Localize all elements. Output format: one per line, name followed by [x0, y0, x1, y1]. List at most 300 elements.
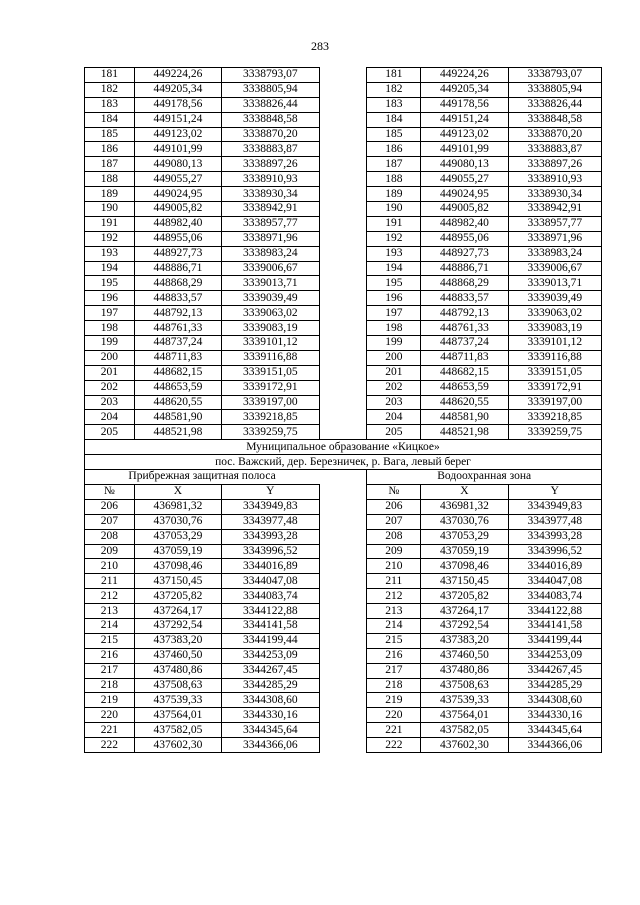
left-point-number: 183 — [85, 97, 135, 112]
right-coord-y: 3338870,20 — [508, 127, 601, 142]
left-point-number: 211 — [85, 574, 135, 589]
right-coord-x: 448521,98 — [421, 425, 508, 440]
left-coord-y: 3339172,91 — [222, 380, 320, 395]
right-coord-y: 3338942,91 — [508, 202, 601, 217]
zone-titles-row — [85, 470, 602, 485]
left-point-number: 194 — [85, 261, 135, 276]
column-gap — [319, 68, 367, 83]
left-point-number: 209 — [85, 544, 135, 559]
left-point-number: 186 — [85, 142, 135, 157]
right-coord-x: 448833,57 — [421, 291, 508, 306]
left-point-number: 218 — [85, 678, 135, 693]
column-gap — [319, 187, 367, 202]
column-gap — [319, 663, 367, 678]
right-coord-y: 3338930,34 — [508, 187, 601, 202]
right-coord-x: 437582,05 — [421, 723, 508, 738]
right-coord-x: 448653,59 — [421, 380, 508, 395]
column-gap — [319, 112, 367, 127]
right-coord-y: 3339039,49 — [508, 291, 601, 306]
table-row — [85, 395, 602, 410]
right-point-number: 220 — [367, 708, 421, 723]
left-point-number: 219 — [85, 693, 135, 708]
right-coord-x: 448868,29 — [421, 276, 508, 291]
table-row — [85, 321, 602, 336]
right-point-number: 221 — [367, 723, 421, 738]
left-coord-y: 3338848,58 — [222, 112, 320, 127]
left-coord-y: 3338942,91 — [222, 202, 320, 217]
right-coord-x: 448982,40 — [421, 216, 508, 231]
table-row — [85, 142, 602, 157]
left-point-number: 204 — [85, 410, 135, 425]
table-row — [85, 663, 602, 678]
left-coord-x: 437205,82 — [134, 589, 221, 604]
column-gap — [319, 559, 367, 574]
right-coord-x: 449055,27 — [421, 172, 508, 187]
left-coord-y: 3338971,96 — [222, 231, 320, 246]
table-row — [85, 559, 602, 574]
right-point-number: 209 — [367, 544, 421, 559]
right-point-number: 182 — [367, 82, 421, 97]
left-point-number: 200 — [85, 350, 135, 365]
left-coord-y: 3338870,20 — [222, 127, 320, 142]
left-point-number: 182 — [85, 82, 135, 97]
table-row — [85, 187, 602, 202]
left-coord-y: 3338957,77 — [222, 216, 320, 231]
left-coord-y: 3339013,71 — [222, 276, 320, 291]
column-gap — [319, 365, 367, 380]
right-point-number: 189 — [367, 187, 421, 202]
column-header-row — [85, 484, 602, 499]
right-point-number: 186 — [367, 142, 421, 157]
right-point-number: 212 — [367, 589, 421, 604]
left-coord-x: 449101,99 — [134, 142, 221, 157]
right-coord-y: 3339083,19 — [508, 321, 601, 336]
column-gap — [319, 589, 367, 604]
right-header-y: Y — [508, 484, 601, 499]
right-point-number: 183 — [367, 97, 421, 112]
left-point-number: 220 — [85, 708, 135, 723]
top-rows — [85, 68, 602, 440]
column-gap — [319, 633, 367, 648]
left-coord-x: 449080,13 — [134, 157, 221, 172]
left-point-number: 202 — [85, 380, 135, 395]
left-point-number: 217 — [85, 663, 135, 678]
right-zone-title: Водоохранная зона — [367, 470, 602, 485]
left-coord-x: 448682,15 — [134, 365, 221, 380]
column-gap — [319, 336, 367, 351]
left-coord-y: 3343949,83 — [222, 499, 320, 514]
left-point-number: 203 — [85, 395, 135, 410]
right-coord-x: 448620,55 — [421, 395, 508, 410]
column-gap — [319, 693, 367, 708]
right-coord-x: 437053,29 — [421, 529, 508, 544]
left-coord-y: 3338805,94 — [222, 82, 320, 97]
column-gap — [319, 484, 367, 499]
column-gap — [319, 738, 367, 753]
left-coord-x: 437383,20 — [134, 633, 221, 648]
right-point-number: 203 — [367, 395, 421, 410]
left-point-number: 208 — [85, 529, 135, 544]
left-point-number: 184 — [85, 112, 135, 127]
left-coord-x: 448653,59 — [134, 380, 221, 395]
section-header — [85, 440, 602, 500]
table-row — [85, 202, 602, 217]
table-row — [85, 276, 602, 291]
right-point-number: 210 — [367, 559, 421, 574]
left-coord-y: 3339083,19 — [222, 321, 320, 336]
left-coord-y: 3338897,26 — [222, 157, 320, 172]
right-point-number: 216 — [367, 648, 421, 663]
table-row — [85, 425, 602, 440]
right-point-number: 197 — [367, 306, 421, 321]
right-point-number: 213 — [367, 604, 421, 619]
right-coord-y: 3344016,89 — [508, 559, 601, 574]
right-coord-x: 448886,71 — [421, 261, 508, 276]
municipality-title: Муниципальное образование «Кицкое» — [85, 440, 602, 455]
left-coord-y: 3338793,07 — [222, 68, 320, 83]
right-point-number: 188 — [367, 172, 421, 187]
table-row — [85, 410, 602, 425]
left-point-number: 198 — [85, 321, 135, 336]
column-gap — [319, 648, 367, 663]
right-point-number: 208 — [367, 529, 421, 544]
right-coord-y: 3344308,60 — [508, 693, 601, 708]
table-row — [85, 127, 602, 142]
left-point-number: 206 — [85, 499, 135, 514]
right-point-number: 201 — [367, 365, 421, 380]
left-point-number: 190 — [85, 202, 135, 217]
left-coord-y: 3344047,08 — [222, 574, 320, 589]
right-coord-x: 449080,13 — [421, 157, 508, 172]
right-point-number: 222 — [367, 738, 421, 753]
page-number: 283 — [311, 39, 329, 53]
table-row — [85, 216, 602, 231]
left-coord-x: 448761,33 — [134, 321, 221, 336]
table-row — [85, 499, 602, 514]
left-coord-x: 437508,63 — [134, 678, 221, 693]
bottom-rows — [85, 499, 602, 752]
left-coord-y: 3339063,02 — [222, 306, 320, 321]
left-coord-y: 3343993,28 — [222, 529, 320, 544]
left-point-number: 196 — [85, 291, 135, 306]
right-point-number: 191 — [367, 216, 421, 231]
right-point-number: 211 — [367, 574, 421, 589]
right-coord-y: 3343996,52 — [508, 544, 601, 559]
left-coord-y: 3339218,85 — [222, 410, 320, 425]
right-point-number: 185 — [367, 127, 421, 142]
right-coord-y: 3339259,75 — [508, 425, 601, 440]
right-point-number: 195 — [367, 276, 421, 291]
right-point-number: 207 — [367, 514, 421, 529]
left-coord-x: 437602,30 — [134, 738, 221, 753]
left-coord-x: 437150,45 — [134, 574, 221, 589]
left-coord-y: 3339039,49 — [222, 291, 320, 306]
left-header-number: № — [85, 484, 135, 499]
column-gap — [319, 544, 367, 559]
left-coord-y: 3338883,87 — [222, 142, 320, 157]
left-coord-x: 449205,34 — [134, 82, 221, 97]
table-row — [85, 82, 602, 97]
left-coord-x: 448737,24 — [134, 336, 221, 351]
left-point-number: 222 — [85, 738, 135, 753]
table-row — [85, 336, 602, 351]
table-row — [85, 306, 602, 321]
left-coord-x: 448581,90 — [134, 410, 221, 425]
right-point-number: 199 — [367, 336, 421, 351]
left-coord-x: 437582,05 — [134, 723, 221, 738]
column-gap — [319, 202, 367, 217]
table-row — [85, 529, 602, 544]
column-gap — [319, 291, 367, 306]
right-coord-y: 3344267,45 — [508, 663, 601, 678]
right-coord-x: 449123,02 — [421, 127, 508, 142]
left-coord-y: 3344285,29 — [222, 678, 320, 693]
right-coord-y: 3343949,83 — [508, 499, 601, 514]
table-row — [85, 157, 602, 172]
column-gap — [319, 216, 367, 231]
right-point-number: 219 — [367, 693, 421, 708]
left-coord-x: 448521,98 — [134, 425, 221, 440]
left-zone-title: Прибрежная защитная полоса — [85, 470, 320, 485]
table-row — [85, 574, 602, 589]
left-coord-y: 3344267,45 — [222, 663, 320, 678]
table-row — [85, 618, 602, 633]
left-coord-x: 437480,86 — [134, 663, 221, 678]
left-coord-y: 3344308,60 — [222, 693, 320, 708]
table-row — [85, 172, 602, 187]
left-coord-y: 3339197,00 — [222, 395, 320, 410]
right-coord-y: 3339013,71 — [508, 276, 601, 291]
coordinates-table — [84, 67, 602, 753]
right-point-number: 214 — [367, 618, 421, 633]
table-row — [85, 693, 602, 708]
table-row — [85, 648, 602, 663]
left-point-number: 192 — [85, 231, 135, 246]
left-point-number: 205 — [85, 425, 135, 440]
right-coord-x: 437602,30 — [421, 738, 508, 753]
table-row — [85, 97, 602, 112]
column-gap — [319, 425, 367, 440]
column-gap — [319, 499, 367, 514]
table-row — [85, 514, 602, 529]
right-coord-x: 437205,82 — [421, 589, 508, 604]
table-row — [85, 678, 602, 693]
left-coord-x: 437059,19 — [134, 544, 221, 559]
right-coord-y: 3339006,67 — [508, 261, 601, 276]
right-coord-x: 437098,46 — [421, 559, 508, 574]
left-point-number: 215 — [85, 633, 135, 648]
left-point-number: 188 — [85, 172, 135, 187]
left-coord-x: 436981,32 — [134, 499, 221, 514]
right-point-number: 218 — [367, 678, 421, 693]
table-row — [85, 68, 602, 83]
left-coord-y: 3344253,09 — [222, 648, 320, 663]
table-row — [85, 231, 602, 246]
right-coord-x: 448792,13 — [421, 306, 508, 321]
right-coord-y: 3338793,07 — [508, 68, 601, 83]
column-gap — [319, 529, 367, 544]
left-coord-x: 448982,40 — [134, 216, 221, 231]
right-coord-y: 3338957,77 — [508, 216, 601, 231]
right-coord-x: 436981,32 — [421, 499, 508, 514]
left-coord-y: 3339116,88 — [222, 350, 320, 365]
right-coord-y: 3338897,26 — [508, 157, 601, 172]
left-coord-y: 3344141,58 — [222, 618, 320, 633]
left-coord-x: 448833,57 — [134, 291, 221, 306]
left-coord-y: 3344083,74 — [222, 589, 320, 604]
locality-title: пос. Важский, дер. Березничек, р. Вага, левый берег — [85, 455, 602, 470]
right-coord-x: 449205,34 — [421, 82, 508, 97]
right-coord-y: 3344285,29 — [508, 678, 601, 693]
left-coord-y: 3339151,05 — [222, 365, 320, 380]
column-gap — [319, 514, 367, 529]
left-coord-x: 448620,55 — [134, 395, 221, 410]
right-coord-y: 3343993,28 — [508, 529, 601, 544]
column-gap — [319, 246, 367, 261]
left-coord-y: 3344366,06 — [222, 738, 320, 753]
column-gap — [319, 604, 367, 619]
left-point-number: 193 — [85, 246, 135, 261]
right-coord-x: 448682,15 — [421, 365, 508, 380]
right-point-number: 190 — [367, 202, 421, 217]
right-coord-x: 449178,56 — [421, 97, 508, 112]
left-coord-x: 449224,26 — [134, 68, 221, 83]
right-coord-x: 437150,45 — [421, 574, 508, 589]
right-header-number: № — [367, 484, 421, 499]
right-coord-x: 449101,99 — [421, 142, 508, 157]
right-coord-x: 437539,33 — [421, 693, 508, 708]
left-point-number: 201 — [85, 365, 135, 380]
right-coord-x: 437508,63 — [421, 678, 508, 693]
left-coord-x: 437264,17 — [134, 604, 221, 619]
municipality-row — [85, 440, 602, 455]
column-gap — [319, 470, 367, 485]
table-row — [85, 261, 602, 276]
right-point-number: 181 — [367, 68, 421, 83]
left-coord-y: 3339101,12 — [222, 336, 320, 351]
right-coord-y: 3344047,08 — [508, 574, 601, 589]
column-gap — [319, 306, 367, 321]
right-coord-y: 3339218,85 — [508, 410, 601, 425]
right-point-number: 187 — [367, 157, 421, 172]
column-gap — [319, 574, 367, 589]
right-coord-y: 3344345,64 — [508, 723, 601, 738]
right-coord-x: 437383,20 — [421, 633, 508, 648]
right-coord-x: 448581,90 — [421, 410, 508, 425]
column-gap — [319, 678, 367, 693]
left-coord-x: 437460,50 — [134, 648, 221, 663]
left-point-number: 189 — [85, 187, 135, 202]
column-gap — [319, 172, 367, 187]
right-coord-y: 3344141,58 — [508, 618, 601, 633]
left-point-number: 181 — [85, 68, 135, 83]
right-coord-x: 448737,24 — [421, 336, 508, 351]
right-point-number: 205 — [367, 425, 421, 440]
column-gap — [319, 82, 367, 97]
right-coord-y: 3338805,94 — [508, 82, 601, 97]
left-point-number: 191 — [85, 216, 135, 231]
left-coord-y: 3339259,75 — [222, 425, 320, 440]
column-gap — [319, 410, 367, 425]
table-row — [85, 723, 602, 738]
right-point-number: 204 — [367, 410, 421, 425]
left-coord-y: 3338910,93 — [222, 172, 320, 187]
left-coord-y: 3338983,24 — [222, 246, 320, 261]
right-point-number: 215 — [367, 633, 421, 648]
left-coord-y: 3338826,44 — [222, 97, 320, 112]
right-coord-y: 3339151,05 — [508, 365, 601, 380]
right-coord-y: 3344122,88 — [508, 604, 601, 619]
right-coord-x: 448955,06 — [421, 231, 508, 246]
right-coord-y: 3338826,44 — [508, 97, 601, 112]
left-coord-y: 3343977,48 — [222, 514, 320, 529]
right-point-number: 193 — [367, 246, 421, 261]
right-point-number: 192 — [367, 231, 421, 246]
right-coord-x: 437564,01 — [421, 708, 508, 723]
right-coord-x: 449151,24 — [421, 112, 508, 127]
column-gap — [319, 708, 367, 723]
right-coord-x: 448761,33 — [421, 321, 508, 336]
column-gap — [319, 157, 367, 172]
left-coord-x: 448868,29 — [134, 276, 221, 291]
column-gap — [319, 350, 367, 365]
table-row — [85, 589, 602, 604]
table-row — [85, 604, 602, 619]
right-coord-x: 437292,54 — [421, 618, 508, 633]
left-coord-y: 3343996,52 — [222, 544, 320, 559]
right-coord-y: 3338910,93 — [508, 172, 601, 187]
right-point-number: 196 — [367, 291, 421, 306]
right-coord-x: 449005,82 — [421, 202, 508, 217]
left-point-number: 195 — [85, 276, 135, 291]
table-row — [85, 350, 602, 365]
right-coord-y: 3344366,06 — [508, 738, 601, 753]
left-coord-x: 437539,33 — [134, 693, 221, 708]
right-coord-x: 437480,86 — [421, 663, 508, 678]
right-coord-y: 3344330,16 — [508, 708, 601, 723]
left-coord-x: 437053,29 — [134, 529, 221, 544]
left-coord-x: 449055,27 — [134, 172, 221, 187]
left-point-number: 199 — [85, 336, 135, 351]
left-coord-x: 449151,24 — [134, 112, 221, 127]
column-gap — [319, 395, 367, 410]
left-coord-y: 3344016,89 — [222, 559, 320, 574]
left-coord-x: 449178,56 — [134, 97, 221, 112]
right-coord-y: 3343977,48 — [508, 514, 601, 529]
left-coord-x: 448792,13 — [134, 306, 221, 321]
right-coord-y: 3339172,91 — [508, 380, 601, 395]
left-coord-x: 449024,95 — [134, 187, 221, 202]
left-coord-x: 437292,54 — [134, 618, 221, 633]
table-row — [85, 365, 602, 380]
column-gap — [319, 97, 367, 112]
left-point-number: 210 — [85, 559, 135, 574]
left-point-number: 213 — [85, 604, 135, 619]
right-coord-y: 3344083,74 — [508, 589, 601, 604]
right-point-number: 184 — [367, 112, 421, 127]
left-point-number: 185 — [85, 127, 135, 142]
left-coord-x: 448927,73 — [134, 246, 221, 261]
right-header-x: X — [421, 484, 508, 499]
right-point-number: 194 — [367, 261, 421, 276]
left-coord-y: 3339006,67 — [222, 261, 320, 276]
right-coord-x: 437264,17 — [421, 604, 508, 619]
left-header-x: X — [134, 484, 221, 499]
left-point-number: 214 — [85, 618, 135, 633]
right-coord-x: 449224,26 — [421, 68, 508, 83]
left-point-number: 212 — [85, 589, 135, 604]
column-gap — [319, 142, 367, 157]
